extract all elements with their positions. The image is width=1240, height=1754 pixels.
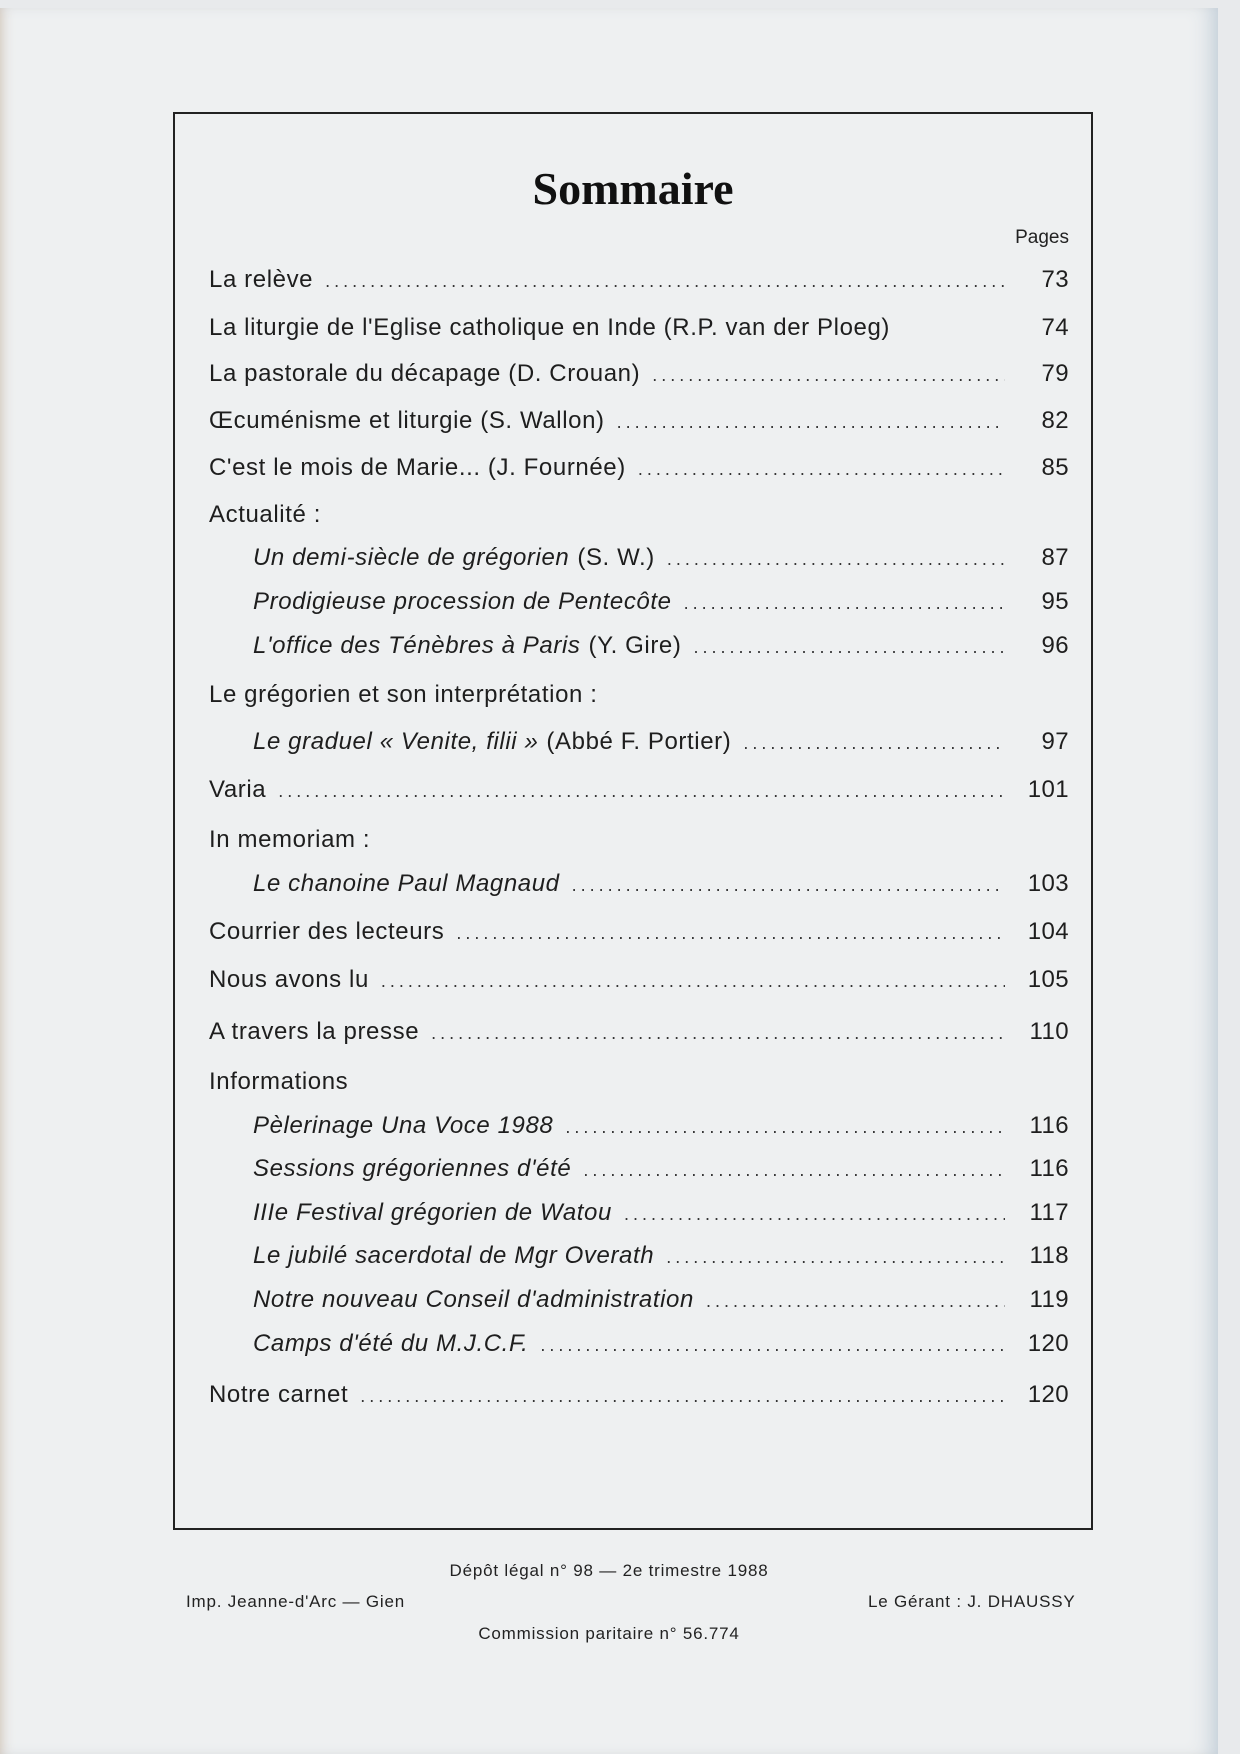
toc-entry-title: C'est le mois de Marie... (J. Fournée)	[209, 454, 626, 481]
toc-subentry	[253, 544, 1069, 572]
toc-entry	[209, 407, 1069, 435]
toc-entry-page: 120	[1027, 1330, 1069, 1357]
dot-leader	[583, 1160, 1005, 1181]
dot-leader	[617, 412, 1005, 433]
toc-entry-author: (Y. Gire)	[588, 632, 682, 659]
toc-subentry	[253, 1286, 1069, 1314]
toc-section-title: Informations	[209, 1068, 349, 1095]
dot-leader	[572, 875, 1005, 896]
dot-leader	[666, 1247, 1005, 1268]
toc-entry-page: 104	[1027, 918, 1069, 945]
toc-entry-page: 79	[1041, 360, 1069, 387]
toc-entry	[209, 966, 1069, 994]
toc-entry	[209, 1018, 1069, 1046]
dot-leader	[684, 593, 1005, 614]
toc-subentry	[253, 1330, 1069, 1358]
toc-section-title: In memoriam :	[209, 826, 371, 853]
toc-entry-page: 105	[1027, 966, 1069, 993]
toc-entry	[209, 266, 1069, 294]
toc-subentry	[253, 1155, 1069, 1183]
toc-entry-title: Courrier des lecteurs	[209, 918, 445, 945]
toc-entry-title: Le graduel « Venite, filii »	[253, 728, 539, 755]
toc-entry-author: (S. W.)	[577, 544, 655, 571]
toc-subentry	[253, 632, 1069, 660]
toc-subentry	[253, 728, 1069, 756]
toc-entry-title: IIIe Festival grégorien de Watou	[253, 1199, 612, 1226]
toc-entry-title: Œcuménisme et liturgie (S. Wallon)	[209, 407, 605, 434]
toc-entry-page: 97	[1041, 728, 1069, 755]
toc-entry-page: 116	[1029, 1112, 1069, 1139]
toc-entry	[209, 360, 1069, 388]
dot-leader	[278, 781, 1005, 802]
toc-entry-title: Pèlerinage Una Voce 1988	[253, 1112, 554, 1139]
dot-leader	[360, 1386, 1005, 1407]
pages-column-label: Pages	[1015, 227, 1069, 248]
toc-entry-title: L'office des Ténèbres à Paris	[253, 632, 581, 659]
toc-entry-title: Le jubilé sacerdotal de Mgr Overath	[253, 1242, 655, 1269]
dot-leader	[652, 365, 1005, 386]
toc-entry-title: Camps d'été du M.J.C.F.	[253, 1330, 529, 1357]
toc-section-heading	[209, 1068, 1069, 1096]
printer-line: Imp. Jeanne-d'Arc — Gien	[186, 1592, 405, 1611]
dot-leader	[638, 459, 1005, 480]
dot-leader	[743, 733, 1005, 754]
toc-entry-title: Sessions grégoriennes d'été	[253, 1155, 572, 1182]
toc-entry-page: 96	[1041, 632, 1069, 659]
toc-entry-page: 101	[1027, 776, 1069, 803]
toc-entry-page: 118	[1029, 1242, 1069, 1269]
toc-entry	[209, 454, 1069, 482]
toc-entry-page: 117	[1029, 1199, 1069, 1226]
dot-leader	[624, 1204, 1005, 1225]
dot-leader	[693, 637, 1005, 658]
toc-entry	[209, 776, 1069, 804]
toc-entry-page: 74	[1041, 314, 1069, 341]
toc-entry-page: 87	[1041, 544, 1069, 571]
toc-entry-title: Prodigieuse procession de Pentecôte	[253, 588, 672, 615]
toc-entry-page: 82	[1041, 407, 1069, 434]
toc-entry	[209, 1381, 1069, 1409]
toc-subentry	[253, 870, 1069, 898]
dot-leader	[565, 1117, 1005, 1138]
toc-entry-title: Le chanoine Paul Magnaud	[253, 870, 560, 897]
page-title: Sommaire	[532, 163, 734, 214]
toc-entry	[209, 918, 1069, 946]
toc-entry-title: Varia	[209, 776, 267, 803]
toc-section-heading	[209, 826, 1069, 854]
toc-entry-page: 116	[1029, 1155, 1069, 1182]
toc-subentry	[253, 1199, 1069, 1227]
toc-entry-title: Un demi-siècle de grégorien	[253, 544, 570, 571]
toc-entry-title: Notre carnet	[209, 1381, 349, 1408]
toc-entry-page: 120	[1027, 1381, 1069, 1408]
toc-entry-page: 119	[1029, 1286, 1069, 1313]
toc-section-heading	[209, 681, 1069, 709]
dot-leader	[456, 923, 1005, 944]
dot-leader	[325, 271, 1005, 292]
toc-section-heading	[209, 501, 1069, 529]
toc-subentry	[253, 1112, 1069, 1140]
toc-subentry	[253, 1242, 1069, 1270]
dot-leader	[706, 1291, 1005, 1312]
commission-line: Commission paritaire n° 56.774	[478, 1624, 740, 1643]
toc-section-title: Le grégorien et son interprétation :	[209, 681, 598, 708]
toc-entry-author: (Abbé F. Portier)	[546, 728, 732, 755]
dot-leader	[381, 971, 1005, 992]
toc-entry-title: A travers la presse	[209, 1018, 420, 1045]
toc-entry-title: La liturgie de l'Eglise catholique en Inde (R.P. van der Ploeg)	[209, 314, 891, 341]
toc-entry-page: 85	[1041, 454, 1069, 481]
dot-leader	[540, 1335, 1005, 1356]
legal-deposit-line: Dépôt légal n° 98 — 2e trimestre 1988	[449, 1561, 769, 1580]
manager-line: Le Gérant : J. DHAUSSY	[868, 1592, 1076, 1611]
toc-subentry	[253, 588, 1069, 616]
toc-entry-page: 110	[1029, 1018, 1069, 1045]
contents-frame	[173, 112, 1093, 1530]
toc-entry	[209, 314, 1069, 342]
page-sheet	[0, 8, 1218, 1754]
dot-leader	[667, 549, 1005, 570]
toc-entry-title: Nous avons lu	[209, 966, 369, 993]
toc-entry-page: 95	[1041, 588, 1069, 615]
dot-leader	[431, 1023, 1005, 1044]
toc-entry-page: 73	[1041, 266, 1069, 293]
toc-entry-title: La pastorale du décapage (D. Crouan)	[209, 360, 641, 387]
toc-entry-title: La relève	[209, 266, 314, 293]
toc-entry-title: Notre nouveau Conseil d'administration	[253, 1286, 694, 1313]
toc-entry-page: 103	[1027, 870, 1069, 897]
toc-section-title: Actualité :	[209, 501, 321, 528]
